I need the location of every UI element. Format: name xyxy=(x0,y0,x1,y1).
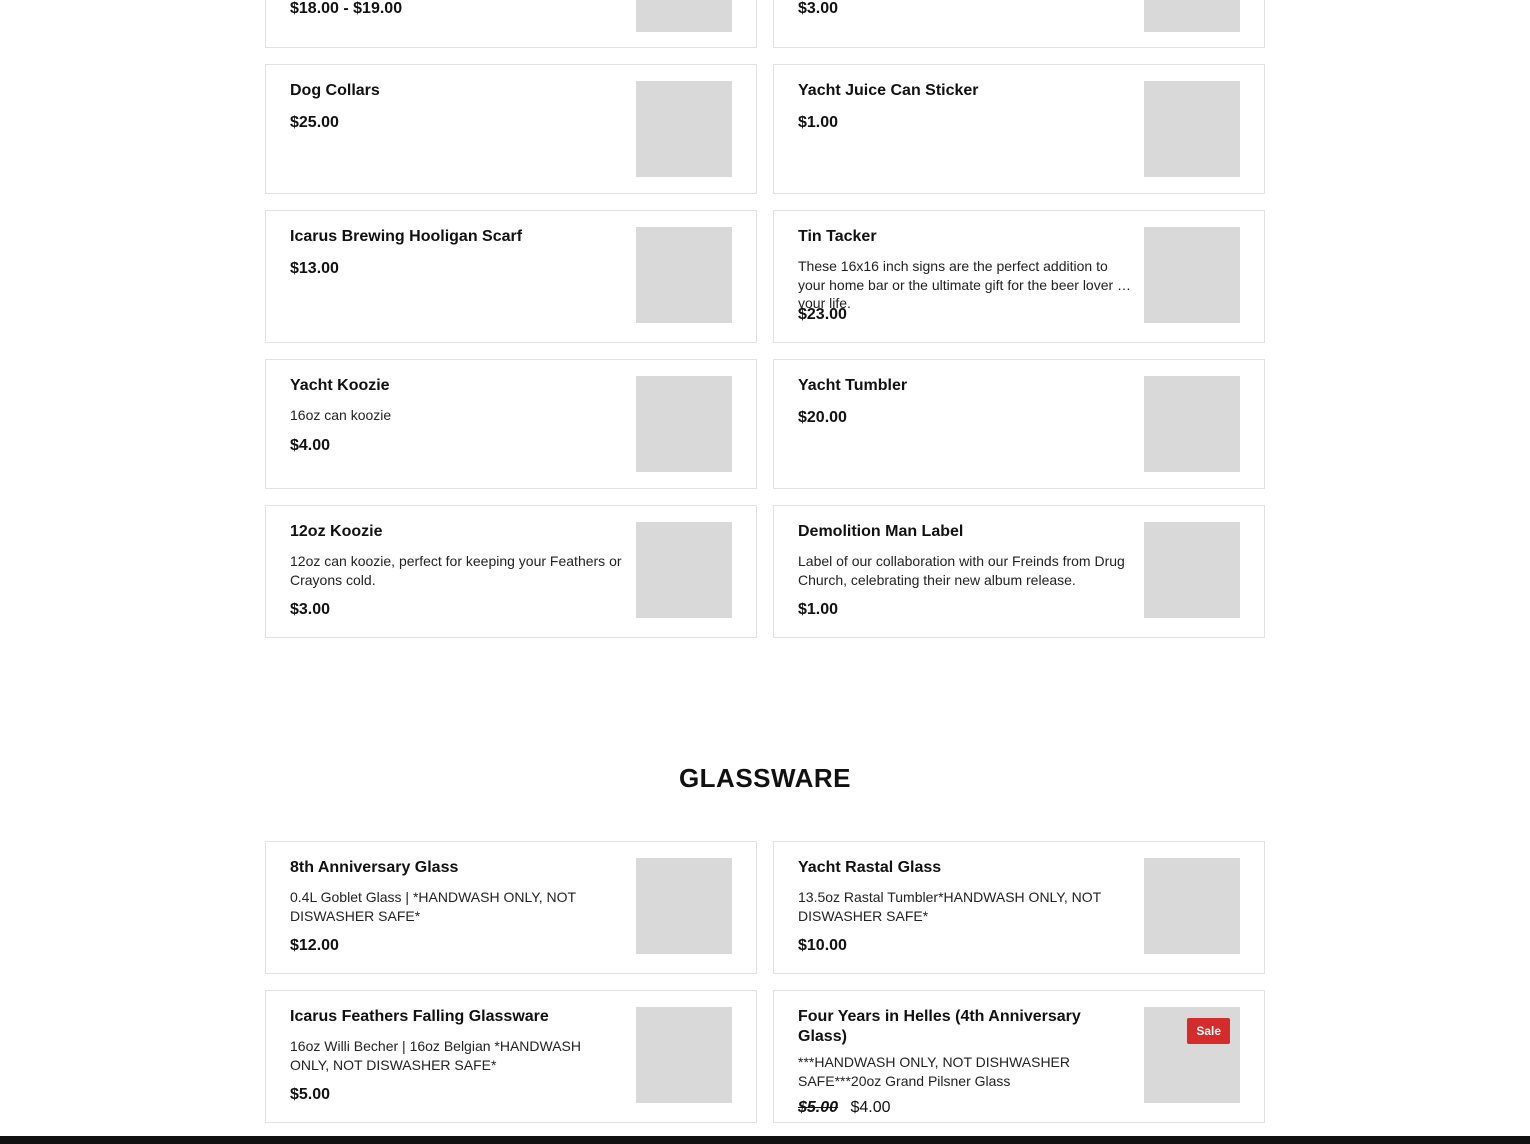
product-description: 16oz Willi Becher | 16oz Belgian *HANDWASH ONLY, NOT DISWASHER SAFE* xyxy=(290,1038,582,1073)
product-name[interactable]: Dog Collars xyxy=(290,82,380,99)
product-description: 0.4L Goblet Glass | *HANDWASH ONLY, NOT DISWASHER SAFE* xyxy=(290,889,576,924)
product-image[interactable] xyxy=(1144,376,1240,472)
footer-bar xyxy=(0,1136,1530,1144)
product-description: 12oz can koozie, perfect for keeping your Feathers or Crayons cold. xyxy=(290,553,622,588)
product-name[interactable]: Four Years in Helles (4th Anniversary Glass) xyxy=(798,1008,1081,1045)
product-price: $1.00 xyxy=(798,601,839,618)
product-price: $1.00 xyxy=(798,114,839,131)
product-price: $3.00 xyxy=(798,0,839,17)
sale-price: $4.00 xyxy=(850,1099,891,1116)
product-name[interactable]: Icarus Feathers Falling Glassware xyxy=(290,1008,549,1025)
product-description: These 16x16 inch signs are the perfect addition to your home bar or the ultimate gift for the beer lover in your life. xyxy=(798,258,1128,311)
product-image[interactable] xyxy=(1144,858,1240,954)
product-price: $4.00 xyxy=(290,436,331,454)
product-name[interactable]: 12oz Koozie xyxy=(290,523,383,540)
glassware-grid xyxy=(265,841,1265,1123)
product-card-8th-anniversary-glass[interactable] xyxy=(265,841,757,974)
product-card-tin-tacker[interactable] xyxy=(773,210,1265,343)
product-price: $18.00 - $19.00 xyxy=(290,0,403,17)
product-name[interactable]: Tin Tacker xyxy=(798,228,877,245)
product-image[interactable] xyxy=(636,1007,732,1103)
product-image[interactable] xyxy=(636,0,732,32)
product-image[interactable] xyxy=(636,227,732,323)
product-card-yacht-koozie[interactable] xyxy=(265,359,757,489)
product-price: $23.00 xyxy=(798,306,847,323)
product-price: $13.00 xyxy=(290,260,339,277)
product-name[interactable]: Yacht Tumbler xyxy=(798,377,908,394)
product-name[interactable]: Yacht Koozie xyxy=(290,377,390,394)
product-image[interactable] xyxy=(1144,522,1240,618)
product-card-demolition-man-label[interactable] xyxy=(773,505,1265,638)
section-title-glassware: GLASSWARE xyxy=(678,763,852,793)
product-name[interactable]: Icarus Brewing Hooligan Scarf xyxy=(290,228,523,245)
product-description: ***HANDWASH ONLY, NOT DISHWASHER SAFE***20oz Grand Pilsner Glass xyxy=(798,1054,1071,1089)
product-price: $3.00 xyxy=(290,601,331,618)
product-description: 16oz can koozie xyxy=(290,407,392,423)
product-image[interactable] xyxy=(636,81,732,177)
product-price: $10.00 xyxy=(798,937,847,954)
product-image[interactable] xyxy=(636,858,732,954)
sale-badge: Sale xyxy=(1187,1018,1230,1044)
product-card-yacht-tumbler[interactable] xyxy=(773,359,1265,489)
product-image[interactable] xyxy=(1144,227,1240,323)
product-card-dog-collars[interactable] xyxy=(265,64,757,194)
product-card-feathers-falling-glassware[interactable] xyxy=(265,990,757,1123)
product-price xyxy=(798,1098,1132,1118)
product-card-yacht-rastal-glass[interactable] xyxy=(773,841,1265,974)
product-name[interactable]: 8th Anniversary Glass xyxy=(290,859,459,876)
product-name[interactable]: Yacht Rastal Glass xyxy=(798,859,942,876)
product-image[interactable] xyxy=(1144,0,1240,32)
product-price: $20.00 xyxy=(798,409,847,426)
product-name[interactable]: Demolition Man Label xyxy=(798,523,964,540)
product-image[interactable] xyxy=(1144,1007,1240,1103)
product-image[interactable] xyxy=(636,522,732,618)
product-description: 13.5oz Rastal Tumbler*HANDWASH ONLY, NOT DISWASHER SAFE* xyxy=(798,889,1101,924)
product-image[interactable] xyxy=(1144,81,1240,177)
product-card-hooligan-scarf[interactable] xyxy=(265,210,757,343)
original-price: $5.00 xyxy=(798,1099,839,1116)
product-price: $25.00 xyxy=(290,114,339,131)
product-card-12oz-koozie[interactable] xyxy=(265,505,757,638)
product-card-yacht-juice-can-sticker[interactable] xyxy=(773,64,1265,194)
product-name[interactable]: Yacht Juice Can Sticker xyxy=(798,82,979,99)
merch-grid xyxy=(265,64,1265,638)
product-description: Label of our collaboration with our Freinds from Drug Church, celebrating their new album release. xyxy=(798,553,1125,588)
product-card[interactable] xyxy=(265,0,757,48)
product-image[interactable] xyxy=(636,376,732,472)
product-card[interactable] xyxy=(773,0,1265,48)
product-card-four-years-in-helles[interactable] xyxy=(773,990,1265,1123)
partial-grid xyxy=(265,0,1265,48)
product-price: $5.00 xyxy=(290,1086,331,1103)
product-price: $12.00 xyxy=(290,937,339,954)
